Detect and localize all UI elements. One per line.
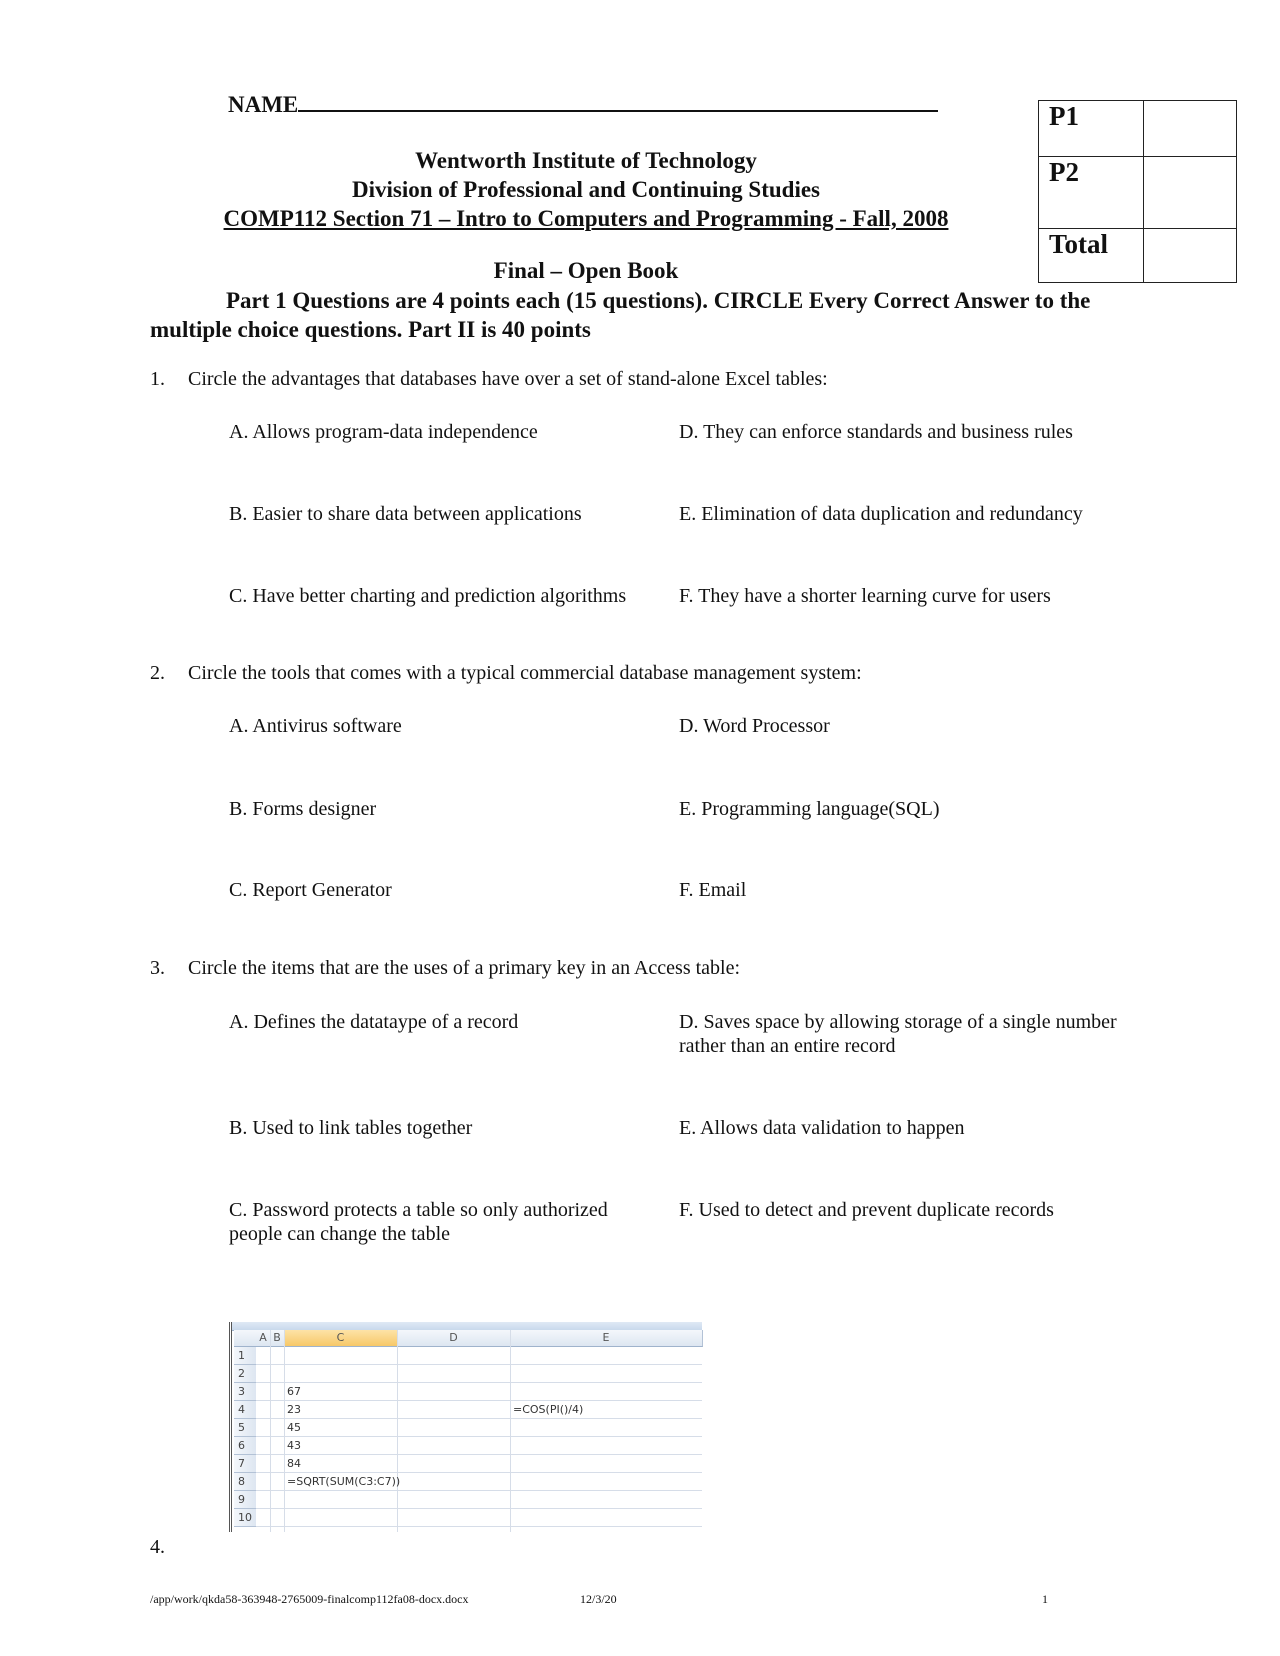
question-number: 1. [150,368,165,390]
row-header: 3 [234,1383,256,1401]
question-number: 2. [150,662,165,684]
spreadsheet-screenshot [229,1322,702,1532]
grid-row [256,1509,702,1527]
name-blank-line[interactable] [298,90,938,112]
row-header: 6 [234,1437,256,1455]
q2-option-c[interactable]: C. Report Generator [229,879,392,901]
question-text: Circle the items that are the uses of a primary key in an Access table: [188,957,741,979]
column-header-c: C [284,1330,398,1347]
score-value-total[interactable] [1144,229,1237,283]
q1-option-b[interactable]: B. Easier to share data between applications [229,503,582,525]
q3-option-b[interactable]: B. Used to link tables together [229,1117,473,1139]
row-header: 4 [234,1401,256,1419]
exam-instructions: Part 1 Questions are 4 points each (15 questions). CIRCLE Every Correct Answer to the multiple choice questions. Part II is 40 points [150,288,1091,342]
grid-row [256,1455,702,1473]
row-header: 9 [234,1491,256,1509]
cell-c6: 43 [287,1439,301,1452]
cell-c4: 23 [287,1403,301,1416]
footer-page-number: 1 [1042,1592,1048,1606]
question-number: 4. [150,1536,165,1558]
q1-option-a[interactable]: A. Allows program-data independence [229,421,538,443]
footer-date: 12/3/20 [580,1592,617,1606]
column-header-e: E [510,1330,703,1347]
select-all-corner [234,1330,257,1347]
q2-option-a[interactable]: A. Antivirus software [229,715,402,737]
cell-e4: =COS(PI()/4) [513,1403,584,1416]
grid-row [256,1365,702,1383]
question-text: Circle the tools that comes with a typical commercial database management system: [188,662,862,684]
cell-c8: =SQRT(SUM(C3:C7)) [287,1475,401,1488]
cell-c5: 45 [287,1421,301,1434]
q2-option-e[interactable]: E. Programming language(SQL) [679,798,940,820]
q1-option-e[interactable]: E. Elimination of data duplication and redundancy [679,503,1083,525]
cell-c7: 84 [287,1457,301,1470]
score-label-total: Total [1039,229,1144,283]
exam-title: Final – Open Book [493,258,679,283]
score-table [1038,100,1237,283]
grid-row [256,1419,702,1437]
q3-option-c[interactable]: C. Password protects a table so only authorized people can change the table [229,1199,608,1245]
score-label-p1: P1 [1039,101,1144,157]
grid-row [256,1401,702,1419]
cell-c3: 67 [287,1385,301,1398]
q3-option-d[interactable]: D. Saves space by allowing storage of a single number rather than an entire record [679,1011,1117,1057]
row-header: 8 [234,1473,256,1491]
row-header: 5 [234,1419,256,1437]
question-1 [150,368,828,391]
question-3 [150,957,740,980]
score-label-p2: P2 [1039,157,1144,229]
q2-option-b[interactable]: B. Forms designer [229,798,377,820]
q1-option-d[interactable]: D. They can enforce standards and business rules [679,421,1073,443]
row-header: 2 [234,1365,256,1383]
q3-option-a[interactable]: A. Defines the datataype of a record [229,1011,519,1033]
q1-option-c[interactable]: C. Have better charting and prediction algorithms [229,585,627,607]
q1-option-f[interactable]: F. They have a shorter learning curve for users [679,585,1051,607]
grid-row [256,1437,702,1455]
grid-row [256,1383,702,1401]
division-title: Division of Professional and Continuing Studies [352,177,820,202]
column-header-d: D [397,1330,511,1347]
grid-row [256,1347,702,1365]
column-header-a: A [256,1330,271,1347]
q3-option-f[interactable]: F. Used to detect and prevent duplicate records [679,1199,1054,1221]
column-header-b: B [270,1330,285,1347]
name-field [228,90,938,118]
footer-file-path: /app/work/qkda58-363948-2765009-finalcomp112fa08-docx.docx [150,1592,469,1606]
row-header: 1 [234,1347,256,1365]
question-2 [150,662,862,685]
q2-option-f[interactable]: F. Email [679,879,747,901]
institution-title: Wentworth Institute of Technology [415,148,757,173]
score-value-p2[interactable] [1144,157,1237,229]
row-header: 7 [234,1455,256,1473]
score-value-p1[interactable] [1144,101,1237,157]
q2-option-d[interactable]: D. Word Processor [679,715,830,737]
course-title: COMP112 Section 71 – Intro to Computers and Programming - Fall, 2008 [223,206,949,231]
row-header: 10 [234,1509,256,1527]
question-4 [150,1536,188,1559]
question-number: 3. [150,957,165,979]
question-text: Circle the advantages that databases have over a set of stand-alone Excel tables: [188,368,828,390]
q3-option-e[interactable]: E. Allows data validation to happen [679,1117,965,1139]
grid-row [256,1491,702,1509]
name-label: NAME [228,92,299,117]
